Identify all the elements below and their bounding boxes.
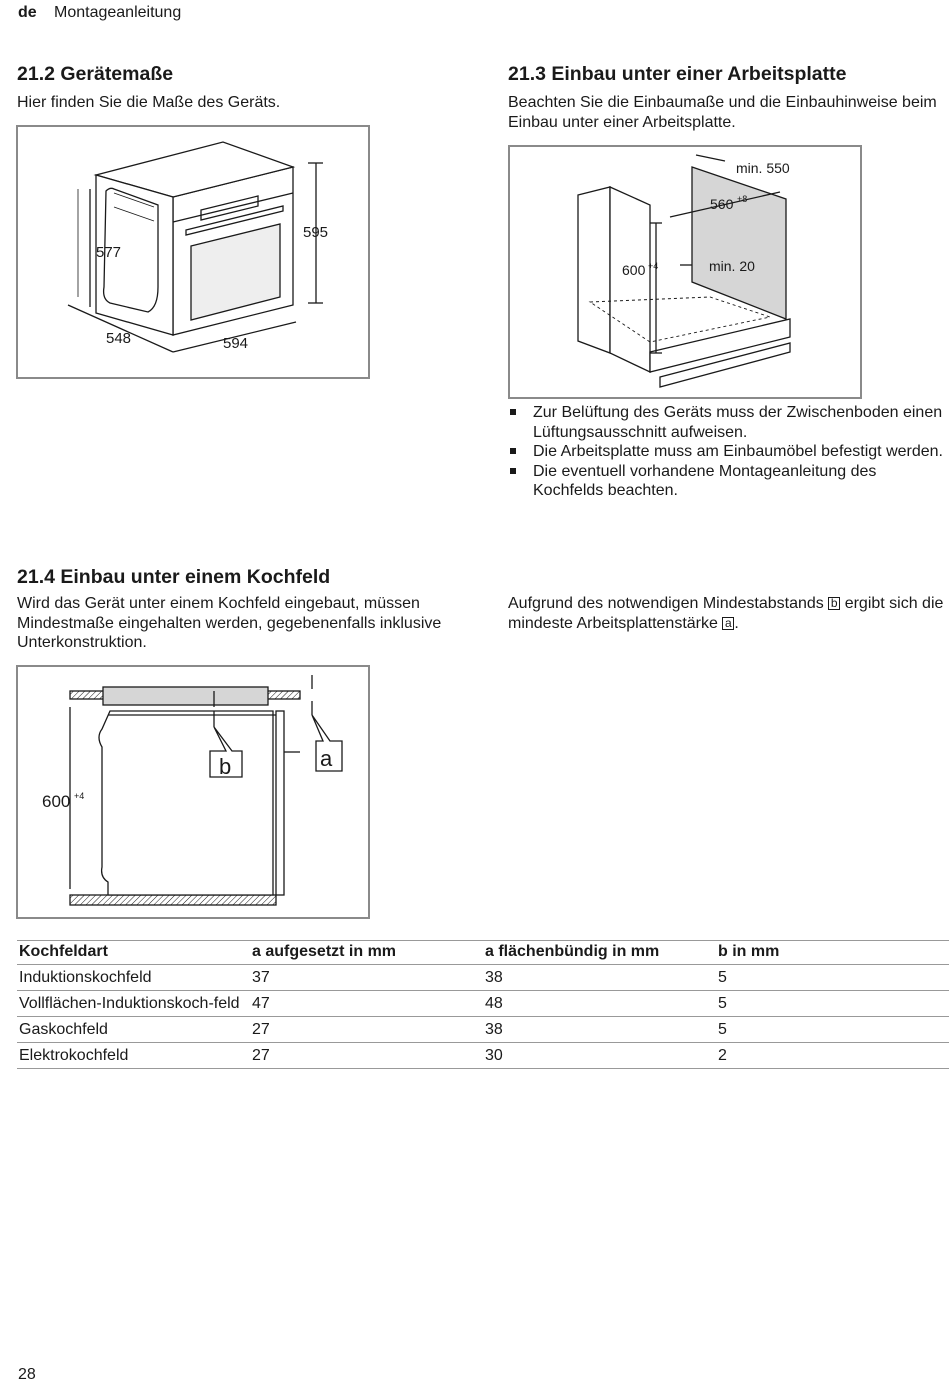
label-a: a <box>320 746 333 771</box>
ref-a-box: a <box>722 617 734 630</box>
dim-560-tolerance: +8 <box>737 194 748 204</box>
dim-600-tolerance: +4 <box>74 791 85 801</box>
intro-21-4: Wird das Gerät unter einem Kochfeld eingebaut, müssen Mindestmaße eingehalten werden, gegebenenfalls inklusive Unterkonstruktion. <box>17 595 442 651</box>
dim-595: 595 <box>303 224 329 241</box>
intro-21-3: Beachten Sie die Einbaumaße und die Einbauhinweise beim Einbau unter einer Arbeitsplatte. <box>508 94 937 131</box>
cabinet-installation-drawing <box>510 147 860 397</box>
column-header: b in mm <box>716 941 949 965</box>
dim-600: 600 <box>42 792 71 811</box>
dim-min-550: min. 550 <box>736 160 790 176</box>
dim-577: 577 <box>96 244 122 261</box>
table-row: Gaskochfeld 27 38 5 <box>17 1017 949 1043</box>
dim-600-tolerance: +4 <box>648 261 659 271</box>
table-header-row <box>17 941 949 965</box>
cabinet-installation-figure <box>508 145 862 399</box>
cooktop-dimensions-table <box>17 940 949 1069</box>
heading-21-3: 21.3 Einbau unter einer Arbeitsplatte <box>508 63 847 85</box>
dim-600: 600 <box>622 262 646 278</box>
column-header: a flächenbündig in mm <box>483 941 716 965</box>
min-distance-note: Aufgrund des notwendigen Mindestabstands b ergibt sich die mindeste Arbeitsplattenstärke a . <box>508 595 944 632</box>
dim-594: 594 <box>223 335 249 352</box>
label-b: b <box>219 754 232 779</box>
cooktop-installation-drawing <box>18 667 368 917</box>
cooktop-installation-figure <box>16 665 370 919</box>
oven-dimensions-drawing <box>18 127 368 377</box>
dim-560: 560 <box>710 196 734 212</box>
dim-min-20: min. 20 <box>709 258 755 274</box>
list-item: Zur Belüftung des Geräts muss der Zwischenboden einen Lüftungsausschnitt aufweisen. <box>508 403 948 442</box>
list-item: Die Arbeitsplatte muss am Einbaumöbel befestigt werden. <box>508 442 948 462</box>
intro-21-2: Hier finden Sie die Maße des Geräts. <box>17 94 281 111</box>
table-row: Elektrokochfeld 27 30 2 <box>17 1043 949 1069</box>
installation-notes-list <box>508 403 948 501</box>
heading-21-4: 21.4 Einbau unter einem Kochfeld <box>17 566 331 588</box>
ref-b-box: b <box>828 597 840 610</box>
table-row: Induktionskochfeld 37 38 5 <box>17 965 949 991</box>
list-item: Die eventuell vorhandene Montageanleitung des Kochfelds beachten. <box>508 462 948 501</box>
page-number: 28 <box>18 1366 36 1383</box>
dim-548: 548 <box>106 330 132 347</box>
heading-21-2: 21.2 Gerätemaße <box>17 63 174 85</box>
column-header: a aufgesetzt in mm <box>250 941 483 965</box>
running-header-title: Montageanleitung <box>54 4 182 21</box>
column-header: Kochfeldart <box>17 941 250 965</box>
language-code: de <box>18 4 37 21</box>
table-row: Vollflächen-Induktionskoch-feld 47 48 5 <box>17 991 949 1017</box>
oven-dimensions-figure <box>16 125 370 379</box>
